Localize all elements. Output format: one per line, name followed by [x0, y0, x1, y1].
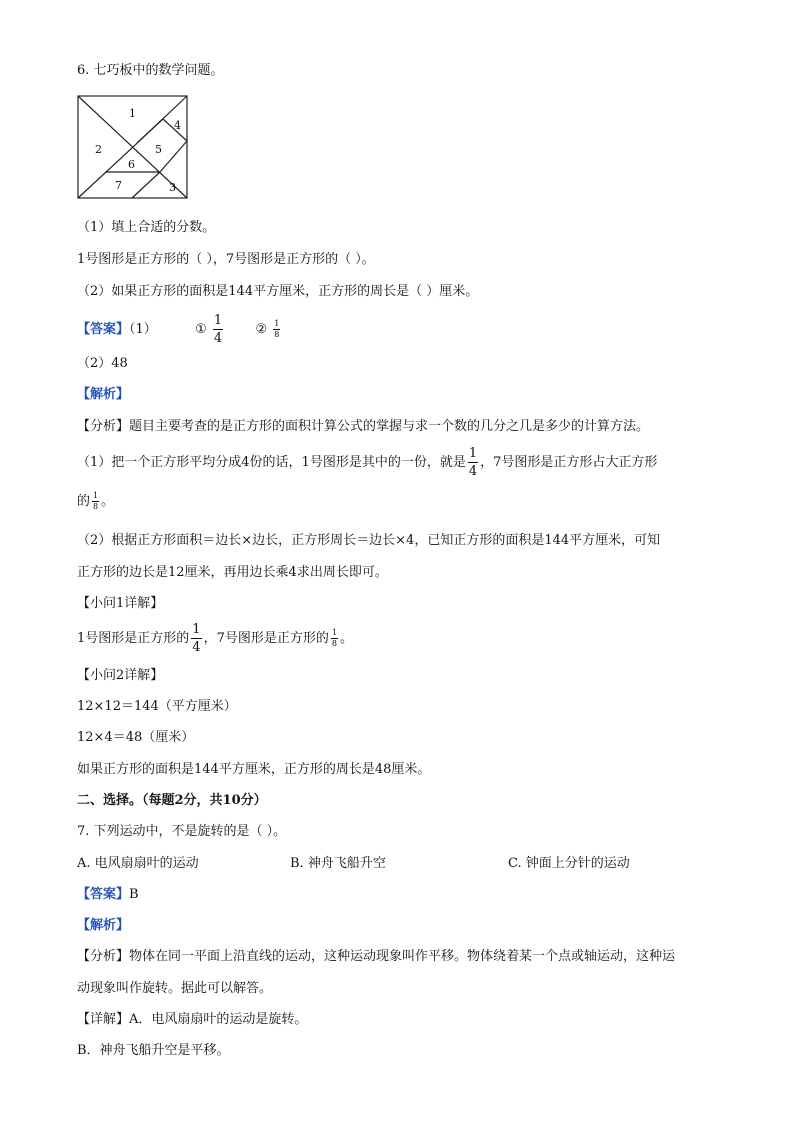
q7-option-b: B. 神舟飞船升空: [290, 856, 386, 871]
q6-sub1-tag: 【小问1详解】: [77, 596, 164, 611]
exp1-fraction-quarter: $\frac{1}{4}$: [468, 446, 478, 479]
q6-analysis: 【分析】题目主要考查的是正方形的面积计算公式的掌握与求一个数的几分之几是多少的计算方法。: [77, 419, 650, 434]
answer-mark-1: ①: [195, 322, 207, 337]
q7-answer-tag: 【答案】: [77, 887, 130, 902]
q6-part1-blank-line: 1号图形是正方形的（ ），7号图形是正方形的（ ）。: [77, 252, 375, 267]
q7-option-a: A. 电风扇扇叶的运动: [77, 856, 199, 871]
sub1-fraction-eighth: $\frac{1}{8}$: [331, 628, 337, 648]
q7-question: 7. 下列运动中，不是旋转的是（ ）。: [77, 824, 287, 839]
q6-answer-part2: （2）48: [77, 356, 128, 371]
q7-jiexi-tag: 【解析】: [77, 918, 130, 933]
q6-calc-1: 12×12＝144（平方厘米）: [77, 699, 237, 714]
q7-detail-tag: 【详解】: [77, 1012, 130, 1027]
q7-analysis-line2: 动现象叫作旋转。据此可以解答。: [77, 981, 273, 996]
tangram-label-6: 6: [128, 158, 135, 171]
tangram-label-4: 4: [174, 119, 181, 132]
q6-sub2-tag: 【小问2详解】: [77, 668, 164, 683]
q7-detail-a-line: [77, 1011, 307, 1029]
tangram-label-5: 5: [155, 143, 162, 156]
q6-explanation-1: （1）把一个正方形平均分成4份的话，1号图形是其中的一份，就是 $\frac{1}{4}$ ，7号图形是正方形占大正方形: [77, 446, 658, 479]
q6-jiexi-tag: 【解析】: [77, 387, 130, 402]
q7-answer-value: B: [129, 887, 139, 902]
q6-calc-2: 12×4＝48（厘米）: [77, 730, 195, 745]
q6-explanation-2-line2: 正方形的边长是12厘米，再用边长乘4求出周长即可。: [77, 565, 388, 580]
q6-conclusion: 如果正方形的面积是144平方厘米，正方形的周长是48厘米。: [77, 762, 431, 777]
tangram-label-2: 2: [95, 143, 102, 156]
q6-sub1-detail: 1号图形是正方形的 $\frac{1}{4}$ ，7号图形是正方形的 $\frac{1}{8}$ 。: [77, 622, 353, 655]
q7-answer-line: [77, 886, 139, 904]
answer-part1-prefix: （1）: [129, 322, 157, 337]
answer-tag: 【答案】: [77, 322, 130, 337]
q6-explanation-2-line1: （2）根据正方形面积＝边长×边长，正方形周长＝边长×4，已知正方形的面积是144平方厘米，可知: [77, 533, 661, 548]
answer-fraction-quarter: $\frac{1}{4}$: [213, 313, 223, 346]
q6-part2-prompt: （2）如果正方形的面积是144平方厘米，正方形的周长是（ ）厘米。: [77, 284, 479, 299]
sub1-fraction-quarter: $\frac{1}{4}$: [192, 622, 201, 655]
tangram-label-3: 3: [169, 181, 176, 194]
q6-part1-prompt: （1）填上合适的分数。: [77, 220, 216, 235]
q7-option-c: C. 钟面上分针的运动: [508, 856, 630, 871]
q6-title: 6. 七巧板中的数学问题。: [77, 63, 224, 78]
q7-analysis-line1: 【分析】物体在同一平面上沿直线的运动，这种运动现象叫作平移。物体绕着某一个点或轴运动，这种运: [77, 949, 676, 964]
q7-detail-a: A．电风扇扇叶的运动是旋转。: [129, 1012, 308, 1027]
answer-mark-2: ②: [255, 322, 268, 337]
tangram-figure: [77, 95, 189, 200]
answer-fraction-eighth: $\frac{1}{8}$: [274, 319, 280, 339]
tangram-label-7: 7: [115, 179, 122, 192]
exp1-fraction-eighth: $\frac{1}{8}$: [93, 491, 99, 511]
tangram-label-1: 1: [129, 107, 136, 120]
q7-detail-b: B．神舟飞船升空是平移。: [77, 1043, 230, 1058]
q6-answer-line: [77, 314, 282, 345]
section2-heading: 二、选择。（每题2分，共10分）: [77, 793, 267, 808]
q6-explanation-1-line2: 的 $\frac{1}{8}$ 。: [77, 491, 115, 511]
